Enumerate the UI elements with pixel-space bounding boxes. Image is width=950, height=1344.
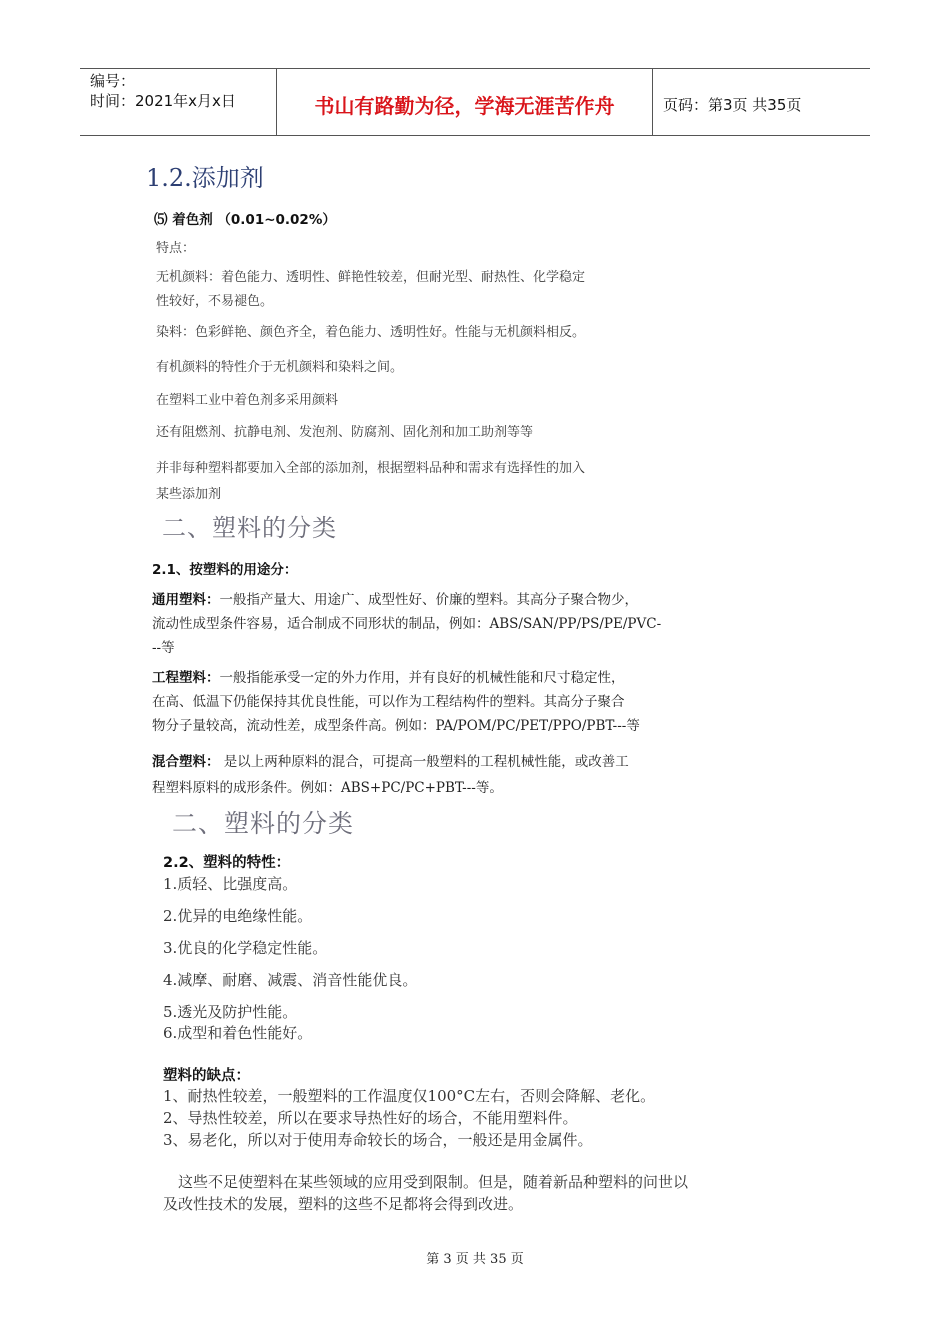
engineering-plastics-text: 一般指能承受一定的外力作用，并有良好的机械性能和尺寸稳定性， bbox=[219, 670, 625, 686]
mixed-plastics-line bbox=[152, 750, 629, 770]
header-motto: 书山有路勤为径，学海无涯苦作舟 bbox=[277, 69, 653, 135]
additives-line: 特点： bbox=[156, 241, 196, 256]
additives-line: 在塑料工业中着色剂多采用颜料 bbox=[156, 393, 339, 408]
defects-title: 塑料的缺点： bbox=[163, 1068, 250, 1084]
additives-line: 性较好，不易褪色。 bbox=[156, 294, 274, 309]
engineering-plastics-label: 工程塑料： bbox=[152, 670, 220, 686]
header-code-label: 编号： bbox=[90, 72, 136, 90]
feature-item: 4.减摩、耐磨、减震、消音性能优良。 bbox=[163, 971, 418, 989]
general-plastics-label: 通用塑料： bbox=[152, 592, 220, 608]
mixed-plastics-line: 程塑料原料的成形条件。例如：ABS+PC/PC+PBT---等。 bbox=[152, 780, 503, 796]
additives-line: 还有阻燃剂、抗静电剂、发泡剂、防腐剂、固化剂和加工助剂等等 bbox=[156, 425, 534, 440]
slide-additives-title: 1.2.添加剂 bbox=[146, 164, 264, 192]
feature-item: 6.成型和着色性能好。 bbox=[163, 1024, 313, 1042]
conclusion-line: 这些不足使塑料在某些领域的应用受到限制。但是，随着新品种塑料的问世以 bbox=[178, 1173, 689, 1191]
engineering-plastics-line: 在高、低温下仍能保持其优良性能，可以作为工程结构件的塑料。其高分子聚合 bbox=[152, 694, 625, 710]
additives-line: 并非每种塑料都要加入全部的添加剂，根据塑料品种和需求有选择性的加入 bbox=[156, 461, 586, 476]
engineering-plastics-line: 物分子量较高，流动性差，成型条件高。例如：PA/POM/PC/PET/PPO/PBT---等 bbox=[152, 718, 640, 734]
conclusion-line: 及改性技术的发展，塑料的这些不足都将会得到改进。 bbox=[163, 1195, 524, 1213]
general-plastics-line: --等 bbox=[152, 640, 175, 656]
general-plastics-line: 流动性成型条件容易，适合制成不同形状的制品，例如：ABS/SAN/PP/PS/PE/PVC- bbox=[152, 616, 662, 632]
additives-line: 某些添加剂 bbox=[156, 487, 222, 502]
defect-item: 2、导热性较差，所以在要求导热性好的场合，不能用塑料件。 bbox=[163, 1109, 578, 1127]
defect-item: 3、易老化，所以对于使用寿命较长的场合，一般还是用金属件。 bbox=[163, 1131, 593, 1149]
header-date-label: 时间：2021年x月x日 bbox=[90, 92, 236, 110]
additives-line: 无机颜料：着色能力、透明性、鲜艳性较差，但耐光型、耐热性、化学稳定 bbox=[156, 270, 586, 285]
additives-line: 染料：色彩鲜艳、颜色齐全，着色能力、透明性好。性能与无机颜料相反。 bbox=[156, 325, 586, 340]
colorant-heading: ⑸ 着色剂 （0.01~0.02%） bbox=[154, 212, 336, 228]
slide-properties-title: 二、塑料的分类 bbox=[172, 809, 355, 838]
additives-line: 有机颜料的特性介于无机颜料和染料之间。 bbox=[156, 360, 404, 375]
mixed-plastics-text: 是以上两种原料的混合，可提高一般塑料的工程机械性能，或改善工 bbox=[219, 754, 629, 770]
slide-classification-title: 二、塑料的分类 bbox=[162, 514, 337, 542]
feature-item: 5.透光及防护性能。 bbox=[163, 1003, 298, 1021]
page-header bbox=[80, 68, 870, 136]
feature-item: 2.优异的电绝缘性能。 bbox=[163, 907, 313, 925]
usage-subtitle: 2.1、按塑料的用途分： bbox=[152, 562, 298, 578]
page-footer: 第 3 页 共 35 页 bbox=[426, 1252, 524, 1267]
header-page-info: 页码：第3页 共35页 bbox=[663, 95, 802, 114]
defect-item: 1、耐热性较差，一般塑料的工作温度仅100°C左右，否则会降解、老化。 bbox=[163, 1087, 656, 1105]
general-plastics-text: 一般指产量大、用途广、成型性好、价廉的塑料。其高分子聚合物少， bbox=[219, 592, 638, 608]
engineering-plastics-line bbox=[152, 666, 625, 686]
mixed-plastics-label: 混合塑料： bbox=[152, 754, 220, 770]
properties-subtitle: 2.2、塑料的特性： bbox=[163, 855, 291, 871]
general-plastics-line bbox=[152, 588, 638, 608]
header-left-cell bbox=[80, 69, 277, 135]
feature-item: 3.优良的化学稳定性能。 bbox=[163, 939, 328, 957]
feature-item: 1.质轻、比强度高。 bbox=[163, 875, 298, 893]
